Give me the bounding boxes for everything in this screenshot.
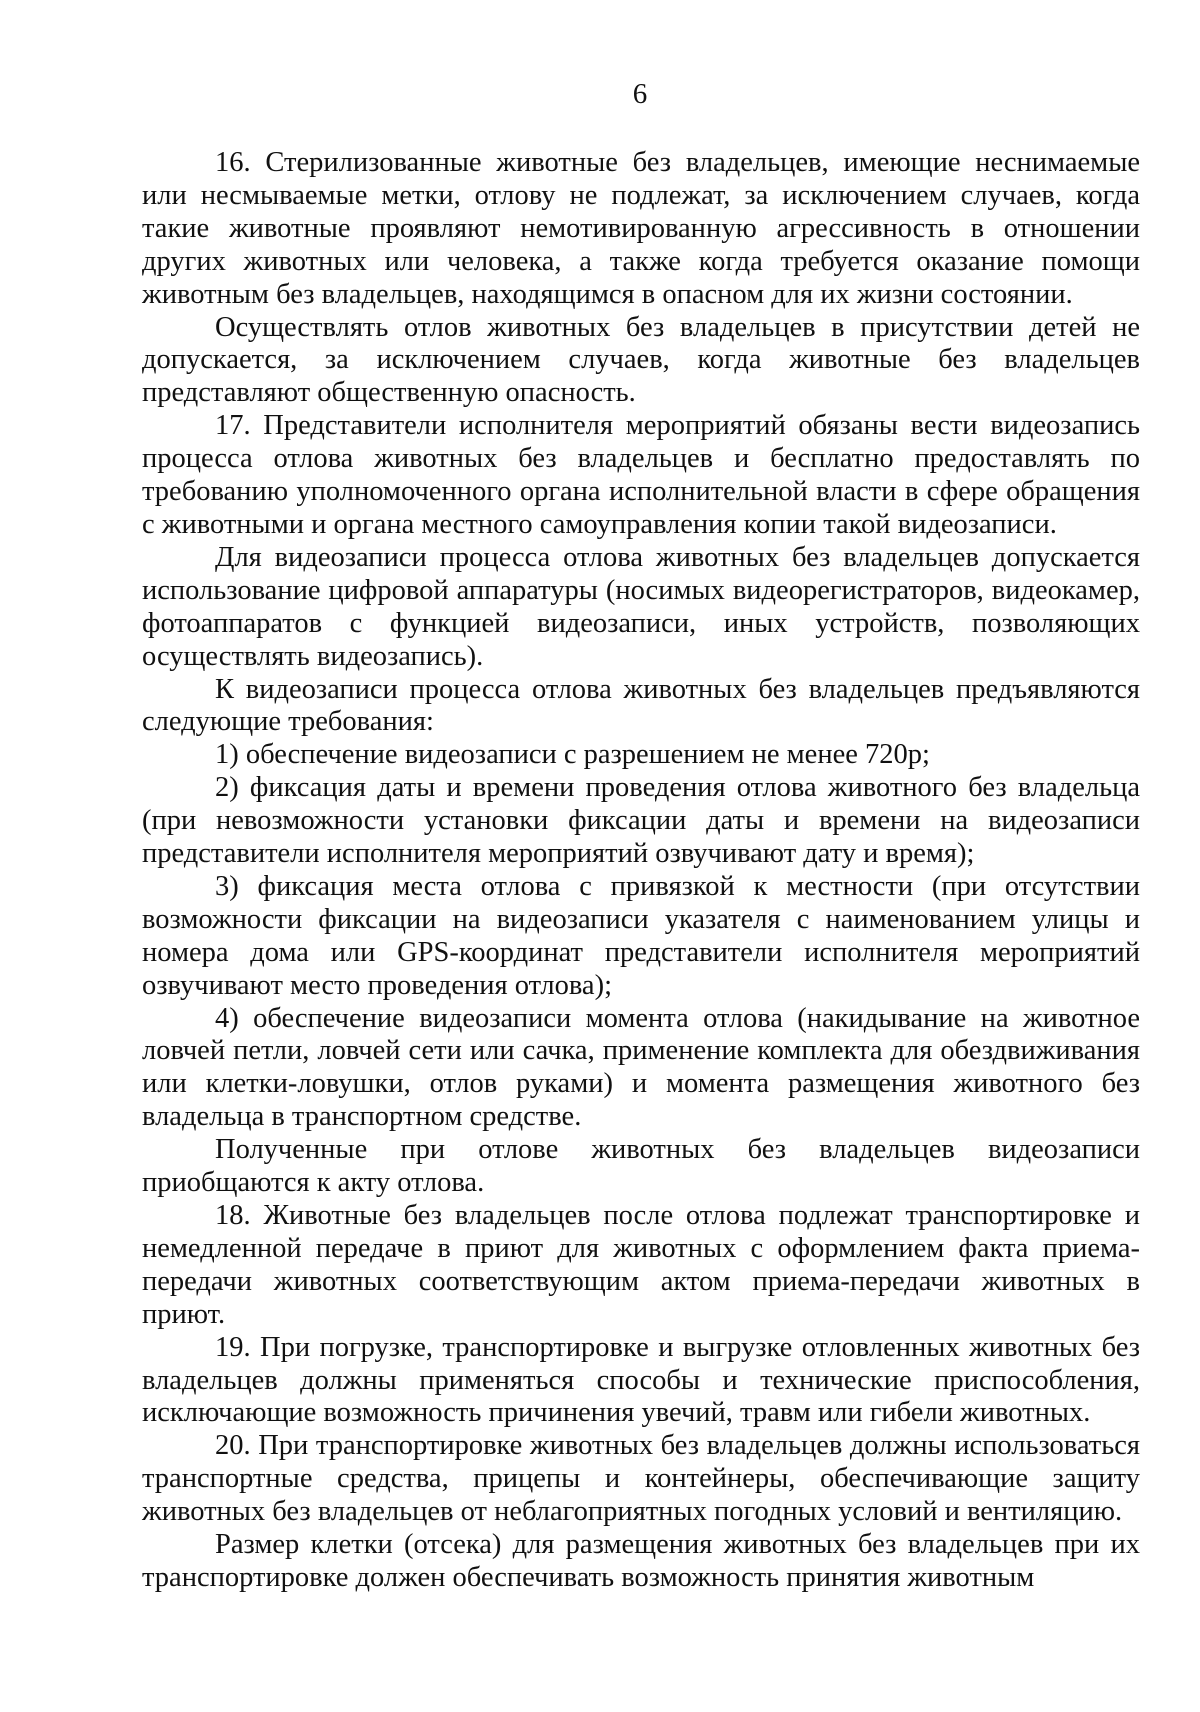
paragraph-19: 19. При погрузке, транспортировке и выгрузке отловленных животных без владельцев должны применяться способы и технические приспособления, исключающие возможность причинения увечий, травм или гибели животных. [142,1331,1140,1429]
paragraph-16: 16. Стерилизованные животные без владельцев, имеющие неснимаемые или несмываемые метки, отлову не подлежат, за исключением случаев, когда такие животные проявляют немотивированную агрессивность в отношении других животных или человека, а также когда требуется оказание помощи животным без владельцев, находящимся в опасном для их жизни состоянии. [142,147,1140,310]
requirement-item-3: 3) фиксация места отлова с привязкой к местности (при отсутствии возможности фиксации на видеозаписи указателя с наименованием улицы и номера дома или GPS-координат представители исполнителя мероприятий озвучивают место проведения отлова); [142,870,1140,1001]
paragraph-16-children-clause: Осуществлять отлов животных без владельцев в присутствии детей не допускается, за исключением случаев, когда животные без владельцев представляют общественную опасность. [142,311,1140,409]
requirement-item-1: 1) обеспечение видеозаписи с разрешением не менее 720р; [215,739,930,771]
paragraph-17-equipment: Для видеозаписи процесса отлова животных без владельцев допускается использование цифровой аппаратуры (носимых видеорегистраторов, видеокамер, фотоаппаратов с функцией видеозаписи, иных устройств, позволяющих осуществлять видеозапись). [142,541,1140,672]
paragraph-17: 17. Представители исполнителя мероприятий обязаны вести видеозапись процесса отлова животных без владельцев и бесплатно предоставлять по требованию уполномоченного органа исполнительной власти в сфере обращения с животными и органа местного самоуправления копии такой видеозаписи. [142,410,1140,540]
document-body [142,147,1140,1595]
paragraph-18: 18. Животные без владельцев после отлова подлежат транспортировке и немедленной передаче в приют для животных с оформлением факта приема-передачи животных соответствующим актом приема-передачи животных в приют. [142,1200,1140,1330]
paragraph-17-requirements-intro: К видеозаписи процесса отлова животных без владельцев предъявляются следующие требования: [142,673,1140,738]
page-number: 6 [632,78,648,110]
requirement-item-2: 2) фиксация даты и времени проведения отлова животного без владельца (при невозможности установки фиксации даты и времени на видеозаписи представители исполнителя мероприятий озвучивают дату и время); [142,772,1140,870]
paragraph-20: 20. При транспортировке животных без владельцев должны использоваться транспортные средства, прицепы и контейнеры, обеспечивающие защиту животных без владельцев от неблагоприятных погодных условий и вентиляцию. [142,1430,1140,1528]
paragraph-17-attachment: Полученные при отлове животных без владельцев видеозаписи приобщаются к акту отлова. [142,1134,1140,1199]
paragraph-20-cage-size: Размер клетки (отсека) для размещения животных без владельцев при их транспортировке должен обеспечивать возможность принятия животным [142,1529,1140,1593]
requirement-item-4: 4) обеспечение видеозаписи момента отлова (накидывание на животное ловчей петли, ловчей сети или сачка, применение комплекта для обездвиживания или клетки-ловушки, отлов руками) и момента размещения животного без владельца в транспортном средстве. [142,1002,1140,1133]
